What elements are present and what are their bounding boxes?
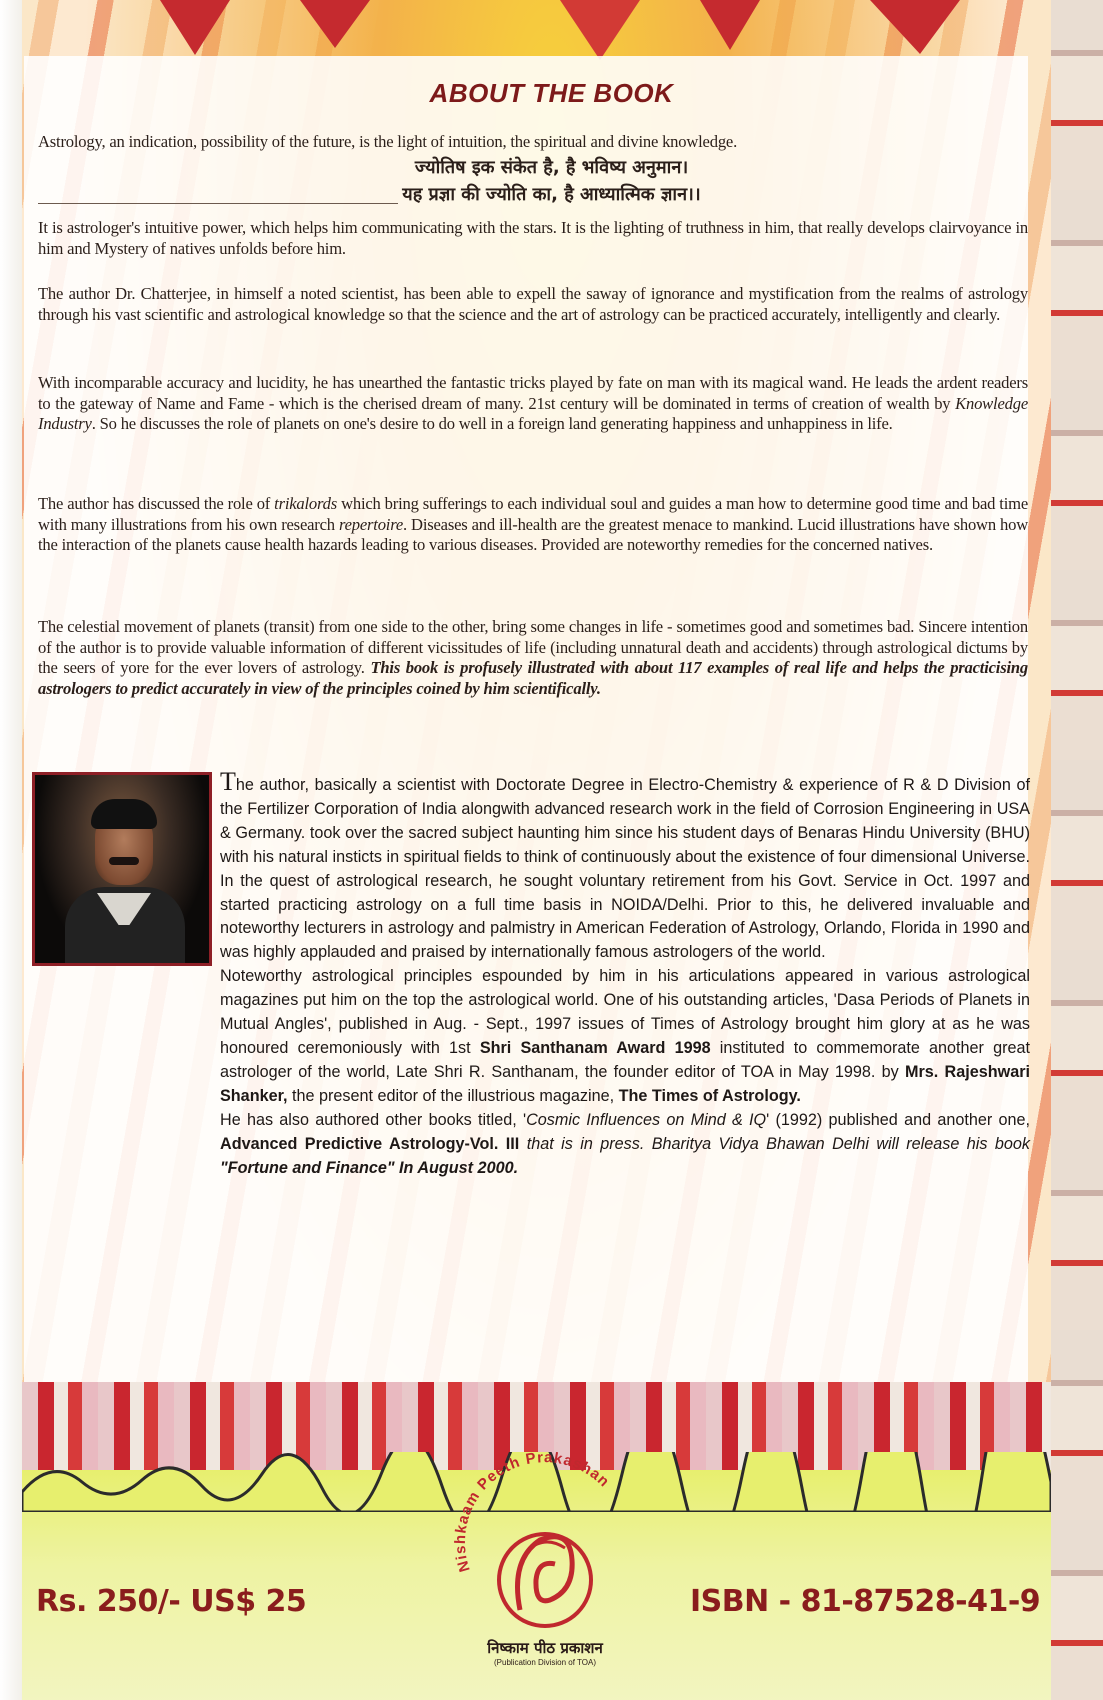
hindi-verse-line-2: यह प्रज्ञा की ज्योति का, है आध्यात्मिक ज्ञान।। xyxy=(402,184,701,205)
bio-3-text-a: He has also authored other books titled, ' xyxy=(220,1110,527,1129)
page-edge-right xyxy=(1051,0,1103,1700)
hindi-verse-line-1: ज्योतिष इक संकेत है, है भविष्य अनुमान। xyxy=(414,157,689,178)
para-3-text-c: . So he discusses the role of planets on one's desire to do well in a foreign land generating happiness and unhappiness in life. xyxy=(91,414,893,433)
author-photo xyxy=(32,772,212,966)
bio-2-text-a: Noteworthy astrological principles espounded by him in his articulations appeared in various astrological magazines put him on the top the astrological world. One of his outstanding articles, 'Dasa Periods of Planets in Mutual Angles', published in Aug. - Sept., 1997 issues of Times of Astrology brought him glory at as he was honoured ceremoniously with 1st xyxy=(220,967,1030,1057)
bio-dropcap: T xyxy=(220,767,236,796)
book-title-advanced: Advanced Predictive Astrology-Vol. III xyxy=(220,1134,520,1153)
publisher-arc-text: Nishkaam Peeth Prakashan xyxy=(451,1449,613,1574)
para-4-text-a: The author has discussed the role of xyxy=(38,494,275,513)
editor-name: Mrs. Rajeshwari Shanker, xyxy=(220,1062,1030,1105)
bio-paragraph-2 xyxy=(220,965,1030,1108)
paragraph-accuracy-lucidity xyxy=(38,373,1028,435)
paragraph-author-scientist: The author Dr. Chatterjee, in himself a noted scientist, has been able to expell the saway of ignorance and mystification from the realms of astrology through his vast scientific and astrological knowledge so that the science and the art of astrology can be practiced accurately, intelligently and clearly. xyxy=(38,284,1028,324)
para-4-text-e: . Diseases and ill-health are the greatest menace to mankind. Lucid illustrations have shown how the interaction of the planets cause health hazards leading to various diseases. Provided are noteworthy remedies for the concerned natives. xyxy=(38,514,1028,554)
publisher-logo-icon xyxy=(440,1440,650,1670)
verse-divider xyxy=(38,203,398,204)
intro-line: Astrology, an indication, possibility of the future, is the light of intuition, the spiritual and divine knowledge. xyxy=(38,132,738,151)
svg-text:Nishkaam Peeth Prakashan xyxy=(452,1449,613,1574)
top-decoration xyxy=(0,0,1103,60)
bio-3-text-c: ' (1992) published and another one, xyxy=(766,1110,1031,1129)
bio-2-text-c: instituted to commemorate another great astrologer of the world, Late Shri R. Santhanam, the founder editor of TOA in May 1998. by xyxy=(220,1038,1030,1081)
publisher-subtitle: (Publication Division of TOA) xyxy=(494,1658,596,1667)
author-biography xyxy=(220,767,1031,1180)
book-title-fortune: "Fortune and Finance" In August 2000. xyxy=(220,1158,519,1177)
price-label: Rs. 250/- US$ 25 xyxy=(36,1584,307,1619)
page-edge-left xyxy=(0,0,22,1700)
bio-paragraph-1 xyxy=(220,767,1030,965)
repertoire-term: repertoire xyxy=(338,514,404,534)
magazine-name: The Times of Astrology. xyxy=(618,1086,801,1105)
bio-3-text-e: that is in press. Bharitya Vidya Bhawan Delhi will release his book xyxy=(519,1134,1030,1153)
para-4-text-c: which bring sufferings to each individual soul and guides a man how to determine good time and bad time with many illustrations from his own research xyxy=(38,494,1029,534)
page-title: ABOUT THE BOOK xyxy=(429,78,674,108)
para-5-text-a: The celestial movement of planets (transit) from one side to the other, bring some changes in life - sometimes good and sometimes bad. Sincere intention of the author is to provide valuable information of different vicissitudes of life (including unnatural death and accidents) through astrological dictums by the seers of yore for the ever lovers of astrology. xyxy=(38,617,1028,677)
book-highlight-sentence: This book is profusely illustrated with about 117 examples of real life and helps the practicising astrologers to predict accurately in view of the principles coined by him scientifically. xyxy=(38,658,1029,698)
knowledge-industry-phrase: Knowledge Industry xyxy=(38,393,1028,433)
paragraph-trikalords xyxy=(38,494,1028,556)
trikalords-term: trikalords xyxy=(274,494,338,513)
publisher-hindi-name: निष्काम पीठ प्रकाशन xyxy=(487,1639,603,1657)
paragraph-celestial-movement xyxy=(38,617,1028,699)
bio-2-text-e: the present editor of the illustrious magazine, xyxy=(287,1086,619,1105)
bio-paragraph-3 xyxy=(220,1109,1030,1181)
paragraph-intuitive-power: It is astrologer's intuitive power, which helps him communicating with the stars. It is the lighting of truthness in him, that really develops clairvoyance in him and Mystery of natives unfolds before him. xyxy=(38,218,1028,258)
isbn-label: ISBN - 81-87528-41-9 xyxy=(690,1584,1041,1619)
bio-1-text: he author, basically a scientist with Doctorate Degree in Electro-Chemistry & experience of R & D Division of the Fertilizer Corporation of India alongwith advanced research work in the field of Corrosion Engineering in USA & Germany. took over the sacred subject haunting him since his student days of Benaras Hindu University (BHU) with his natural insticts in spiritual fields to think of continuously about the existence of four dimensional Universe. In the quest of astrological research, he sought voluntary retirement from his Govt. Service in Oct. 1997 and started practicing astrology on a full time basis in NOIDA/Delhi. Prior to this, he delivered invaluable and noteworthy lecturers in astrology and palmistry in American Federation of Astrology, Orlando, Florida in 1990 and was highly applauded and praised by internationally famous astrologers of the world. xyxy=(220,776,1030,962)
book-title-cosmic: Cosmic Influences on Mind & IQ xyxy=(526,1110,767,1129)
para-3-text-a: With incomparable accuracy and lucidity, he has unearthed the fantastic tricks played by fate on man with its magical wand. He leads the ardent readers to the gateway of Name and Fame - which is the cherised dream of many. 21st century will be dominated in terms of creation of wealth by xyxy=(38,373,1028,413)
award-name: Shri Santhanam Award 1998 xyxy=(479,1038,711,1057)
